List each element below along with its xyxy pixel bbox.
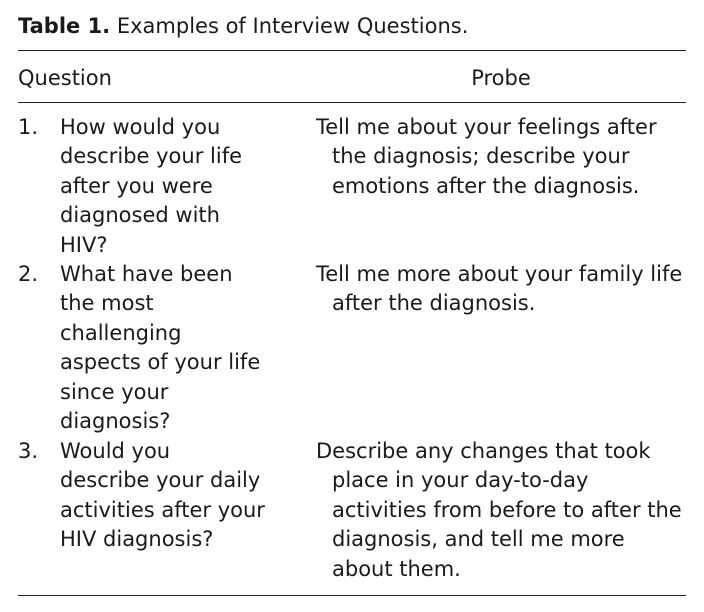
table-page xyxy=(18,0,686,612)
question-cell: What have been the most challenging aspects of your life since your diagnosis? xyxy=(60,262,261,434)
table-caption-label: Table 1. xyxy=(18,14,111,38)
table-caption-title: Examples of Interview Questions. xyxy=(116,14,469,38)
table-caption xyxy=(18,12,468,40)
row-number: 2. xyxy=(18,262,39,286)
column-header-probe: Probe xyxy=(471,66,531,90)
column-header-question: Question xyxy=(18,66,112,90)
probe-cell: Tell me more about your family life after the diagnosis. xyxy=(316,262,683,316)
probe-cell: Tell me about your feelings after the diagnosis; describe your emotions after the diagnosis. xyxy=(316,115,657,198)
table-bottom-rule xyxy=(18,595,686,596)
row-number: 3. xyxy=(18,439,39,463)
row-number: 1. xyxy=(18,115,39,139)
probe-cell: Describe any changes that took place in your day-to-day activities from before to after the diagnosis, and tell me more about them. xyxy=(316,439,682,581)
table-top-rule xyxy=(18,50,686,51)
question-cell: Would you describe your daily activities after your HIV diagnosis? xyxy=(60,439,265,552)
table-header-rule xyxy=(18,102,686,103)
question-cell: How would you describe your life after you were diagnosed with HIV? xyxy=(60,115,243,257)
